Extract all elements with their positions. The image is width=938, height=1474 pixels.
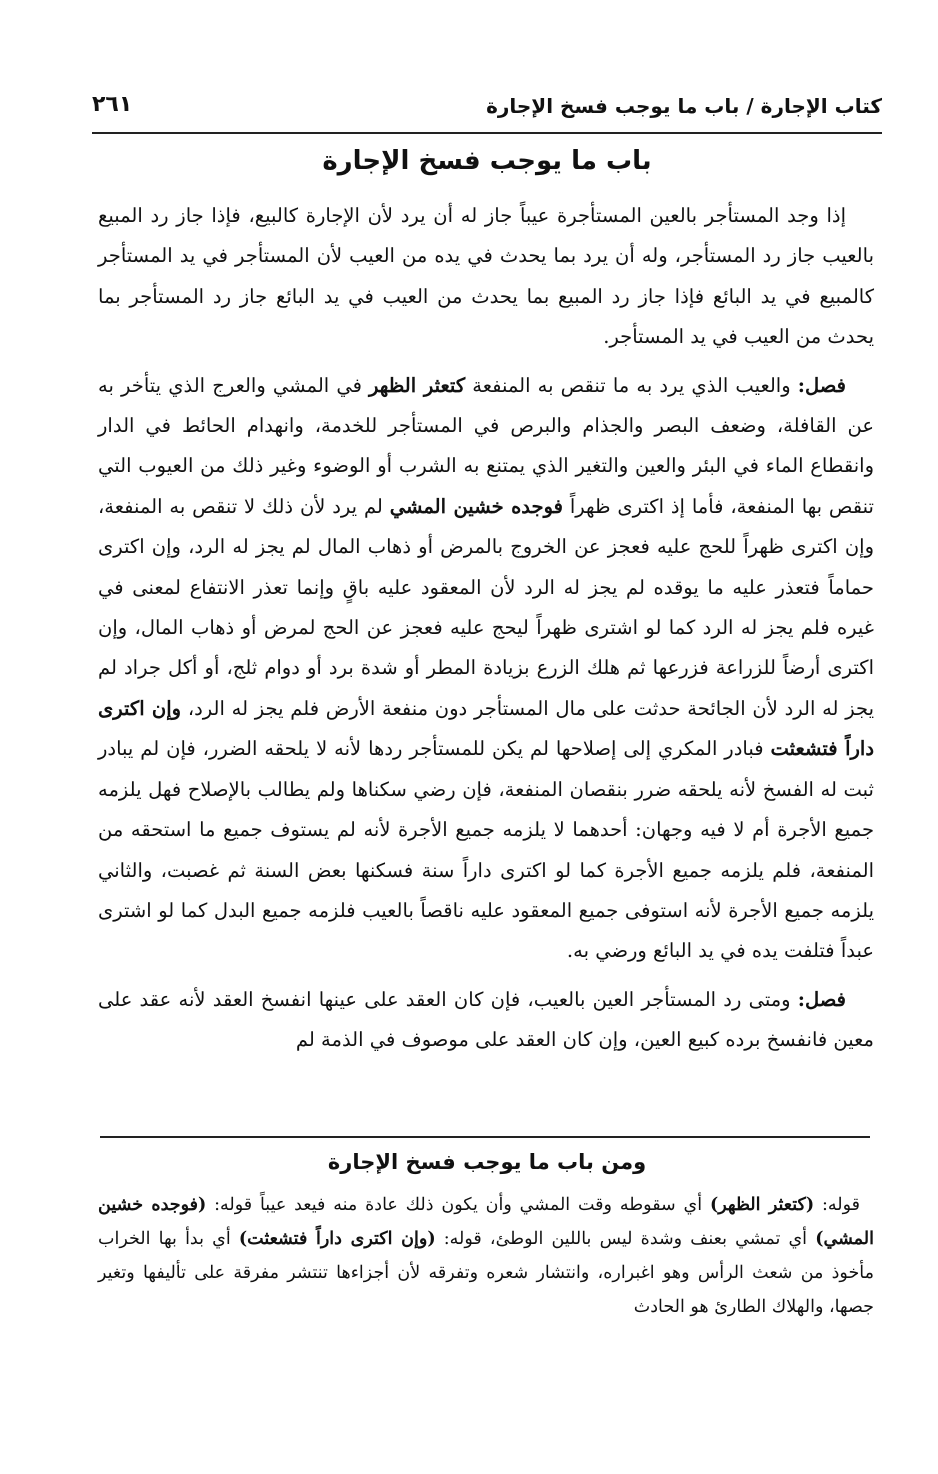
paragraph-section-return	[98, 980, 874, 1061]
footnote-text	[98, 1188, 874, 1324]
header-divider	[92, 132, 882, 134]
paragraph-intro-text: إذا وجد المستأجر بالعين المستأجرة عيباً جاز له أن يرد لأن الإجارة كالبيع، فإذا جاز رد المبيع بالعيب جاز رد المستأجر، وله أن يرد بما يحدث في يده من العيب لأن المستأجر في يد المستأجر كالمبيع في يد البائع فإذا جاز رد المبيع بما يحدث من العيب في يد البائع جاز رد المستأجر بما يحدث من العيب في يد المستأجر.	[98, 204, 874, 349]
footnote-paragraph	[98, 1188, 874, 1324]
running-head: كتاب الإجارة / باب ما يوجب فسخ الإجارة	[486, 94, 882, 118]
main-text	[98, 196, 874, 1061]
footnote-term: (فوجده خشين المشي)	[98, 1195, 874, 1249]
footnote-run: أي تمشي بعنف وشدة ليس باللين الوطئ، قوله:	[435, 1229, 816, 1249]
footnote-divider	[100, 1136, 870, 1138]
paragraph-intro	[98, 196, 874, 358]
chapter-title: باب ما يوجب فسخ الإجارة	[322, 146, 652, 176]
paragraph-text: لم يرد لأن ذلك لا تنقص به المنفعة، وإن اكترى ظهراً للحج عليه فعجز عن الخروج بالمرض أو ذهاب المال لم يجز له الرد، وإن اكترى حماماً فتعذر عليه ما يوقده لم يجز له الرد لأن المعقود عليه باقٍ وإنما تعذر الانتفاع لمعنى في غيره فلم يجز له الرد كما لو اشترى ظهراً ليحج عليه فعجز عن الحج لمرض أو ذهاب المال، وإن اكترى أرضاً للزراعة فزرعها ثم هلك الزرع بزيادة المطر أو شدة برد أو دوام ثلج، أو أكل جراد لم يجز له الرد لأن الجائحة حدثت على مال المستأجر دون منفعة الأرض فلم يجز له الرد،	[98, 494, 874, 720]
bold-term: كتعثر الظهر	[369, 373, 466, 397]
paragraph-text: في المشي والعرج الذي يتأخر به عن القافلة، وضعف البصر والجذام والبرص في المستأجر للخدمة، وانهدام الحائط في الدار وانقطاع الماء في البئر والعين والتغير الذي يمتنع به الشرب أو الوضوء وغير ذلك من العيوب التي تنقص بها المنفعة، فأما إذ اكترى ظهراً	[98, 373, 874, 518]
paragraph-text: ومتى رد المستأجر العين بالعيب، فإن كان العقد على عينها انفسخ العقد لأنه عقد على معين فانفسخ برده كبيع العين، وإن كان العقد على موصوف في الذمة لم	[98, 987, 874, 1052]
bold-term: فوجده خشين المشي	[389, 494, 563, 518]
page-header	[92, 88, 882, 128]
bold-term: وإن اكترى داراً فتشعثت	[98, 696, 875, 761]
section-label: فصل:	[797, 373, 846, 397]
paragraph-text: والعيب الذي يرد به ما تنقص به المنفعة	[465, 373, 798, 397]
paragraph-section-defects	[98, 366, 874, 972]
footnote-term: (كتعثر الظهر)	[709, 1195, 815, 1215]
paragraph-text: فبادر المكري إلى إصلاحها لم يكن للمستأجر ردها لأنه لا يلحقه الضرر، فإن لم يبادر ثبت له الفسخ لأنه يلحقه ضرر بنقصان المنفعة، فإن رضي سكناها ولم يطالب بالإصلاح فهل يلزمه جميع الأجرة أم لا فيه وجهان: أحدهما لا يلزمه جميع الأجرة لأنه لم يستوف جميع ما استحقه من المنفعة، فلم يلزمه جميع الأجرة كما لو اكترى داراً سنة فسكنها بعض السنة ثم غصبت، والثاني يلزمه جميع الأجرة لأنه استوفى جميع المعقود عليه ناقصاً بالعيب فلزمه جميع البدل كما لو اشترى عبداً فتلفت يده في يد البائع ورضي به.	[98, 737, 874, 963]
footnote-title: ومن باب ما يوجب فسخ الإجارة	[327, 1150, 647, 1174]
section-label: فصل:	[797, 987, 846, 1011]
footnote-run: أي سقوطه وقت المشي وأن يكون ذلك عادة منه فيعد عيباً قوله:	[206, 1195, 710, 1215]
footnote-term: (وإن اكترى داراً فتشعثت)	[238, 1229, 436, 1249]
page-number: ٢٦١	[92, 92, 133, 117]
footnote-run: أي بدأ بها الخراب مأخوذ من شعث الرأس وهو اغبراره، وانتشار شعره وتفرقه لأن أجزاءها تنتشر مفرقة على تأليفها وتغير جصها، والهلاك الطارئ هو الحادث	[98, 1229, 874, 1317]
footnote-run: قوله:	[814, 1195, 860, 1215]
